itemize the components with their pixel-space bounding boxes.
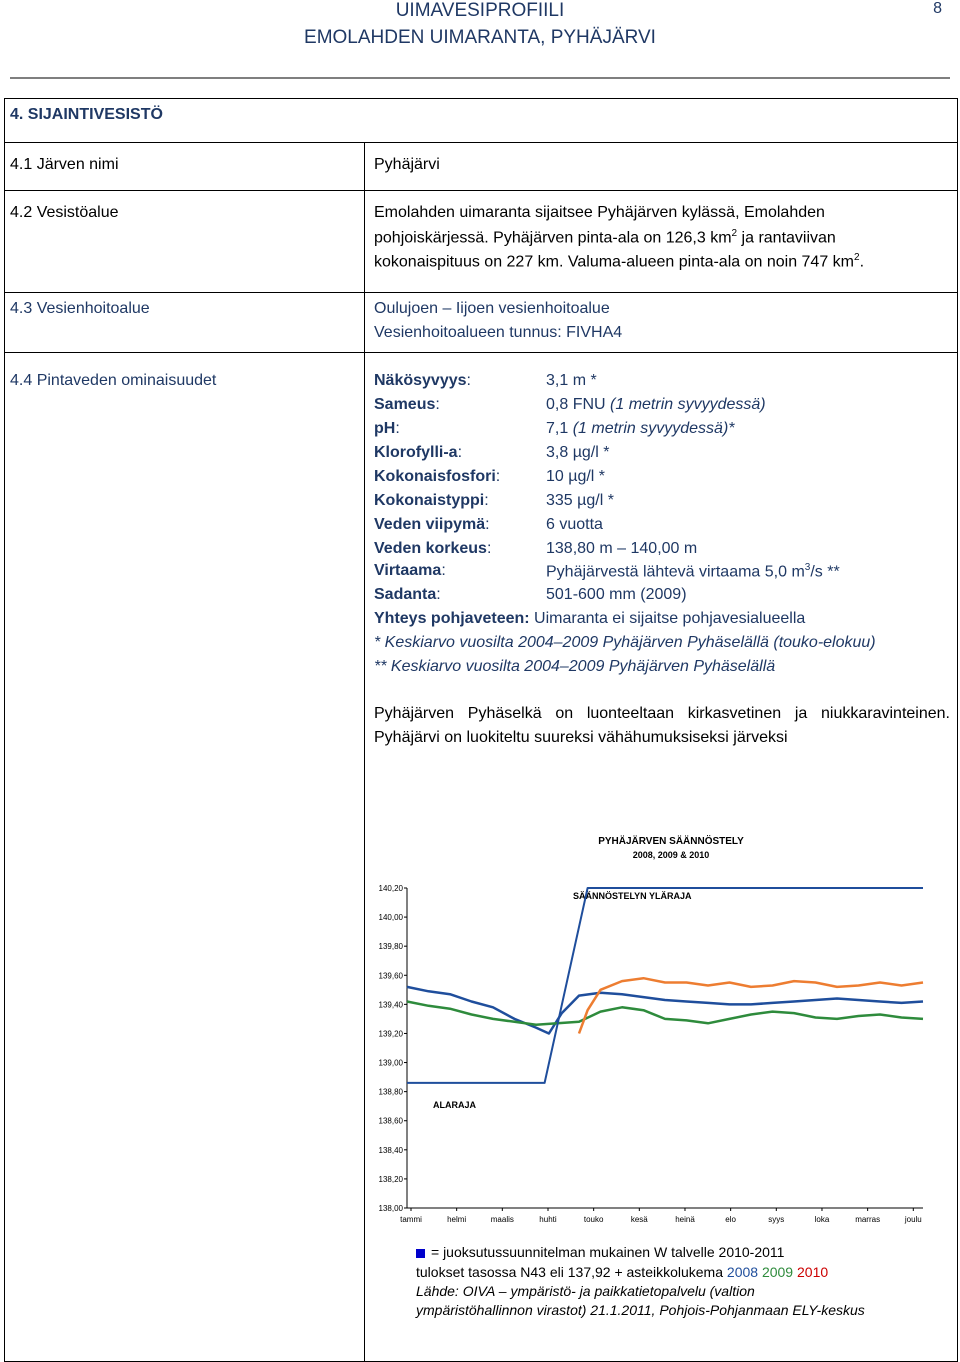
y-tick-label: 138,40 [378,1145,403,1155]
footnote-1: * Keskiarvo vuosilta 2004–2009 Pyhäjärven Pyhäselällä (touko-elokuu) [374,634,876,651]
property-colon: : [495,468,501,485]
property-value-text: 0,8 FNU [546,396,611,413]
property-value-text: 138,80 m – 140,00 m [546,540,698,557]
property-note: (1 metrin syvyydessä) [610,396,766,413]
property-label: Klorofylli-a [374,444,458,461]
property-label: Veden viipymä [374,516,486,533]
legend-year-2010: 2010 [797,1264,829,1280]
watershed-line1: Emolahden uimaranta sijaitsee Pyhäjärven kylässä, Emolahden [374,204,825,221]
regulation-chart [373,790,951,1232]
flow-row [374,562,446,580]
series-line-2008 [407,987,923,1034]
y-tick-label: 138,20 [378,1174,403,1184]
x-tick-label: touko [583,1215,604,1224]
x-tick-label: marras [855,1215,881,1224]
property-name [374,396,440,414]
property-value-text: 3,8 µg/l * [546,444,610,461]
property-value [546,492,614,510]
watershed-line3 [374,252,864,271]
property-value [546,396,766,414]
property-value-text: 3,1 m * [546,372,597,389]
source-line1: Lähde: OIVA – ympäristö- ja paikkatietopalvelu (valtion [416,1283,755,1299]
y-tick-label: 139,00 [378,1058,403,1068]
y-tick-label: 139,80 [378,942,403,952]
property-value-text: 10 µg/l * [546,468,606,485]
property-value [546,444,609,462]
y-tick-label: 138,80 [378,1087,403,1097]
legend-square-icon [416,1249,425,1258]
y-tick-label: 139,40 [378,1000,403,1010]
property-colon: : [435,396,440,413]
property-value [546,540,697,558]
header-rule [10,77,950,79]
property-name [374,540,491,558]
lake-name-value: Pyhäjärvi [374,156,440,173]
property-note: (1 metrin syvyydessä)* [572,420,735,437]
legend-year-2009: 2009 [761,1264,794,1280]
property-name [374,492,489,510]
legend-line1 [416,1244,784,1260]
series-line-2010 [579,978,923,1033]
flow-colon: : [441,562,446,579]
table-divider [4,352,958,353]
property-name [374,444,462,462]
watershed-line2-text: pohjoiskärjessä. Pyhäjärven pinta-ala on 126,3 km [374,229,732,247]
x-tick-label: helmi [447,1215,467,1224]
property-value [546,372,597,390]
rain-row [374,586,441,604]
property-label: Kokonaisfosfori [374,468,496,485]
legend-line1-text: = juoksutussuunnitelman mukainen W talvelle 2010-2011 [431,1244,785,1260]
source-line2: ympäristöhallinnon virastot) 21.1.2011, Pohjois-Pohjanmaan ELY-keskus [416,1302,865,1318]
x-tick-label: kesä [630,1215,648,1224]
y-tick-label: 139,20 [378,1029,403,1039]
x-tick-label: elo [725,1215,736,1224]
groundwater-name: Yhteys pohjaveteen: [374,610,530,627]
table-divider [4,142,958,143]
x-tick-label: tammi [400,1215,422,1224]
property-label: Näkösyvyys [374,372,467,389]
groundwater-row [374,610,805,628]
rain-colon: : [436,586,441,603]
property-label: pH [374,420,396,437]
property-label: Sameus [374,396,436,413]
property-colon: : [484,492,489,509]
rain-value: 501-600 mm (2009) [546,586,687,603]
surface-label: 4.4 Pintaveden ominaisuudet [10,372,217,389]
x-tick-label: huhti [539,1215,557,1224]
header-title: UIMAVESIPROFIILI [395,0,565,21]
property-colon: : [457,444,463,461]
y-tick-label: 140,20 [378,884,403,893]
flow-name: Virtaama [374,562,442,579]
lake-description: Pyhäjärven Pyhäselkä on luonteeltaan kirkasvetinen ja niukkaravinteinen. Pyhäjärvi on luokiteltu suureksi vähähumuksiseksi järveksi [374,705,950,746]
superscript: 3 [804,562,811,573]
table-divider [4,190,958,191]
management-line2: Vesienhoitoalueen tunnus: FIVHA4 [374,324,623,341]
legend-year-2008: 2008 [726,1264,759,1280]
flow-value-tail: /s ** [810,563,840,581]
property-colon: : [486,540,492,557]
property-value [546,420,735,438]
y-tick-label: 138,60 [378,1116,403,1126]
property-name [374,468,500,486]
property-name [374,372,471,390]
y-tick-label: 139,60 [378,971,403,981]
property-name [374,420,400,438]
legend-line2-text: tulokset tasossa N43 eli 137,92 + asteikkolukema [416,1264,727,1280]
property-label: Kokonaistyppi [374,492,485,509]
property-name [374,516,490,534]
annotation-lower: ALARAJA [433,1100,477,1110]
table-divider [4,292,958,293]
lake-name-label: 4.1 Järven nimi [10,156,119,173]
annotation-upper: SÄÄNNÖSTELYN YLÄRAJA [573,891,692,901]
superscript: 2 [854,252,860,263]
groundwater-value: Uimaranta ei sijaitse pohjavesialueella [529,610,806,627]
y-tick-label: 140,00 [378,913,403,923]
property-value-text: 335 µg/l * [546,492,614,509]
property-colon: : [395,420,400,437]
column-divider [364,142,365,1362]
header-subtitle: EMOLAHDEN UIMARANTA, PYHÄJÄRVI [304,27,656,48]
watershed-line3-tail: . [859,253,865,271]
x-tick-label: loka [814,1215,830,1224]
management-line1: Oulujoen – Iijoen vesienhoitoalue [374,300,610,317]
property-colon: : [485,516,490,533]
watershed-line2 [374,228,836,247]
footnote-2: ** Keskiarvo vuosilta 2004–2009 Pyhäjärven Pyhäselällä [374,658,776,675]
property-value-text: 7,1 [546,420,573,437]
chart-title: PYHÄJÄRVEN SÄÄNNÖSTELY [598,836,744,847]
flow-value-text: Pyhäjärvestä lähtevä virtaama 5,0 m [546,563,805,581]
property-label: Veden korkeus [374,540,487,557]
x-tick-label: joulu [904,1215,922,1224]
chart-subtitle: 2008, 2009 & 2010 [632,850,710,860]
watershed-label: 4.2 Vesistöalue [10,204,119,221]
property-colon: : [466,372,471,389]
rain-name: Sadanta [374,586,437,603]
property-value-text: 6 vuotta [546,516,603,533]
management-label: 4.3 Vesienhoitoalue [10,300,150,317]
x-tick-label: heinä [675,1215,695,1224]
x-tick-label: maalis [490,1215,514,1224]
section-title: 4. SIJAINTIVESISTÖ [10,106,163,123]
x-tick-label: syys [768,1215,785,1224]
property-value [546,516,603,534]
chart-svg [373,790,951,1232]
watershed-line3-text: kokonaispituus on 227 km. Valuma-alueen pinta-ala on noin 747 km [374,253,854,271]
watershed-line2-tail: ja rantaviivan [737,229,836,247]
property-value [546,468,605,486]
flow-value [546,562,840,581]
superscript: 2 [731,228,738,239]
y-tick-label: 138,00 [378,1204,403,1213]
legend-line2 [416,1264,828,1280]
page-number: 8 [933,0,942,17]
